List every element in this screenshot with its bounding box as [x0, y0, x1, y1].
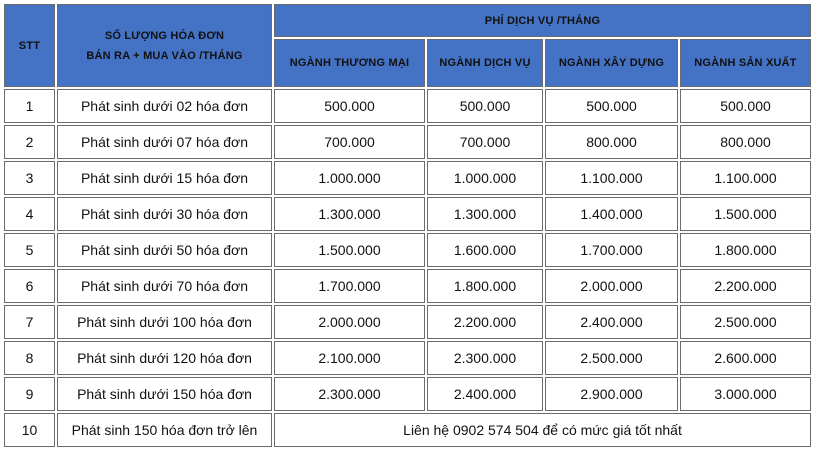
cell-fee-construction: 500.000	[545, 89, 678, 123]
cell-invoices: Phát sinh dưới 30 hóa đơn	[57, 197, 272, 231]
cell-fee-trade: 500.000	[274, 89, 425, 123]
cell-contact-note: Liên hệ 0902 574 504 để có mức giá tốt nhất	[274, 413, 811, 447]
cell-invoices: Phát sinh dưới 100 hóa đơn	[57, 305, 272, 339]
cell-fee-production: 2.500.000	[680, 305, 811, 339]
cell-fee-production: 2.600.000	[680, 341, 811, 375]
cell-fee-service: 2.400.000	[427, 377, 543, 411]
cell-fee-trade: 2.300.000	[274, 377, 425, 411]
cell-stt: 5	[4, 233, 55, 267]
cell-fee-service: 500.000	[427, 89, 543, 123]
header-industry-production: NGÀNH SẢN XUẤT	[680, 39, 811, 87]
cell-fee-production: 1.800.000	[680, 233, 811, 267]
table-row	[4, 305, 811, 339]
cell-fee-trade: 1.500.000	[274, 233, 425, 267]
header-invoice-line1: SỐ LƯỢNG HÓA ĐƠN	[104, 29, 225, 42]
cell-fee-construction: 1.700.000	[545, 233, 678, 267]
cell-fee-construction: 1.400.000	[545, 197, 678, 231]
header-row-1	[4, 4, 811, 37]
header-industry-service: NGÀNH DỊCH VỤ	[427, 39, 543, 87]
cell-fee-construction: 2.000.000	[545, 269, 678, 303]
cell-fee-service: 2.300.000	[427, 341, 543, 375]
cell-invoices: Phát sinh dưới 15 hóa đơn	[57, 161, 272, 195]
table-row	[4, 341, 811, 375]
cell-invoices: Phát sinh dưới 07 hóa đơn	[57, 125, 272, 159]
header-invoice-count	[57, 4, 272, 87]
table-row	[4, 161, 811, 195]
cell-fee-trade: 1.700.000	[274, 269, 425, 303]
cell-invoices: Phát sinh dưới 120 hóa đơn	[57, 341, 272, 375]
cell-stt: 2	[4, 125, 55, 159]
cell-fee-production: 500.000	[680, 89, 811, 123]
cell-stt: 9	[4, 377, 55, 411]
cell-fee-construction: 2.500.000	[545, 341, 678, 375]
cell-invoices: Phát sinh dưới 70 hóa đơn	[57, 269, 272, 303]
header-stt: STT	[4, 4, 55, 87]
cell-fee-trade: 1.000.000	[274, 161, 425, 195]
price-table	[2, 2, 813, 449]
cell-fee-service: 1.600.000	[427, 233, 543, 267]
table-row	[4, 269, 811, 303]
cell-fee-production: 2.200.000	[680, 269, 811, 303]
cell-fee-construction: 2.400.000	[545, 305, 678, 339]
cell-fee-production: 3.000.000	[680, 377, 811, 411]
cell-fee-service: 2.200.000	[427, 305, 543, 339]
cell-fee-trade: 2.100.000	[274, 341, 425, 375]
cell-fee-service: 1.300.000	[427, 197, 543, 231]
header-fee-group: PHÍ DỊCH VỤ /THÁNG	[274, 4, 811, 37]
cell-fee-service: 1.000.000	[427, 161, 543, 195]
cell-fee-trade: 700.000	[274, 125, 425, 159]
cell-invoices: Phát sinh dưới 150 hóa đơn	[57, 377, 272, 411]
cell-fee-production: 800.000	[680, 125, 811, 159]
cell-fee-trade: 2.000.000	[274, 305, 425, 339]
cell-fee-production: 1.500.000	[680, 197, 811, 231]
cell-fee-production: 1.100.000	[680, 161, 811, 195]
header-industry-trade: NGÀNH THƯƠNG MẠI	[274, 39, 425, 87]
cell-invoices: Phát sinh dưới 50 hóa đơn	[57, 233, 272, 267]
cell-stt: 1	[4, 89, 55, 123]
header-invoice-line2: BÁN RA + MUA VÀO /THÁNG	[86, 49, 243, 62]
table-row	[4, 125, 811, 159]
table-row	[4, 197, 811, 231]
header-industry-construction: NGÀNH XÂY DỰNG	[545, 39, 678, 87]
table-row	[4, 377, 811, 411]
cell-stt: 6	[4, 269, 55, 303]
cell-stt: 4	[4, 197, 55, 231]
cell-stt: 7	[4, 305, 55, 339]
cell-fee-trade: 1.300.000	[274, 197, 425, 231]
cell-fee-construction: 1.100.000	[545, 161, 678, 195]
table-row-contact	[4, 413, 811, 447]
cell-stt: 8	[4, 341, 55, 375]
cell-stt: 3	[4, 161, 55, 195]
cell-fee-service: 700.000	[427, 125, 543, 159]
cell-fee-construction: 800.000	[545, 125, 678, 159]
cell-stt: 10	[4, 413, 55, 447]
cell-invoices: Phát sinh 150 hóa đơn trở lên	[57, 413, 272, 447]
table-row	[4, 89, 811, 123]
cell-fee-construction: 2.900.000	[545, 377, 678, 411]
table-row	[4, 233, 811, 267]
cell-fee-service: 1.800.000	[427, 269, 543, 303]
cell-invoices: Phát sinh dưới 02 hóa đơn	[57, 89, 272, 123]
